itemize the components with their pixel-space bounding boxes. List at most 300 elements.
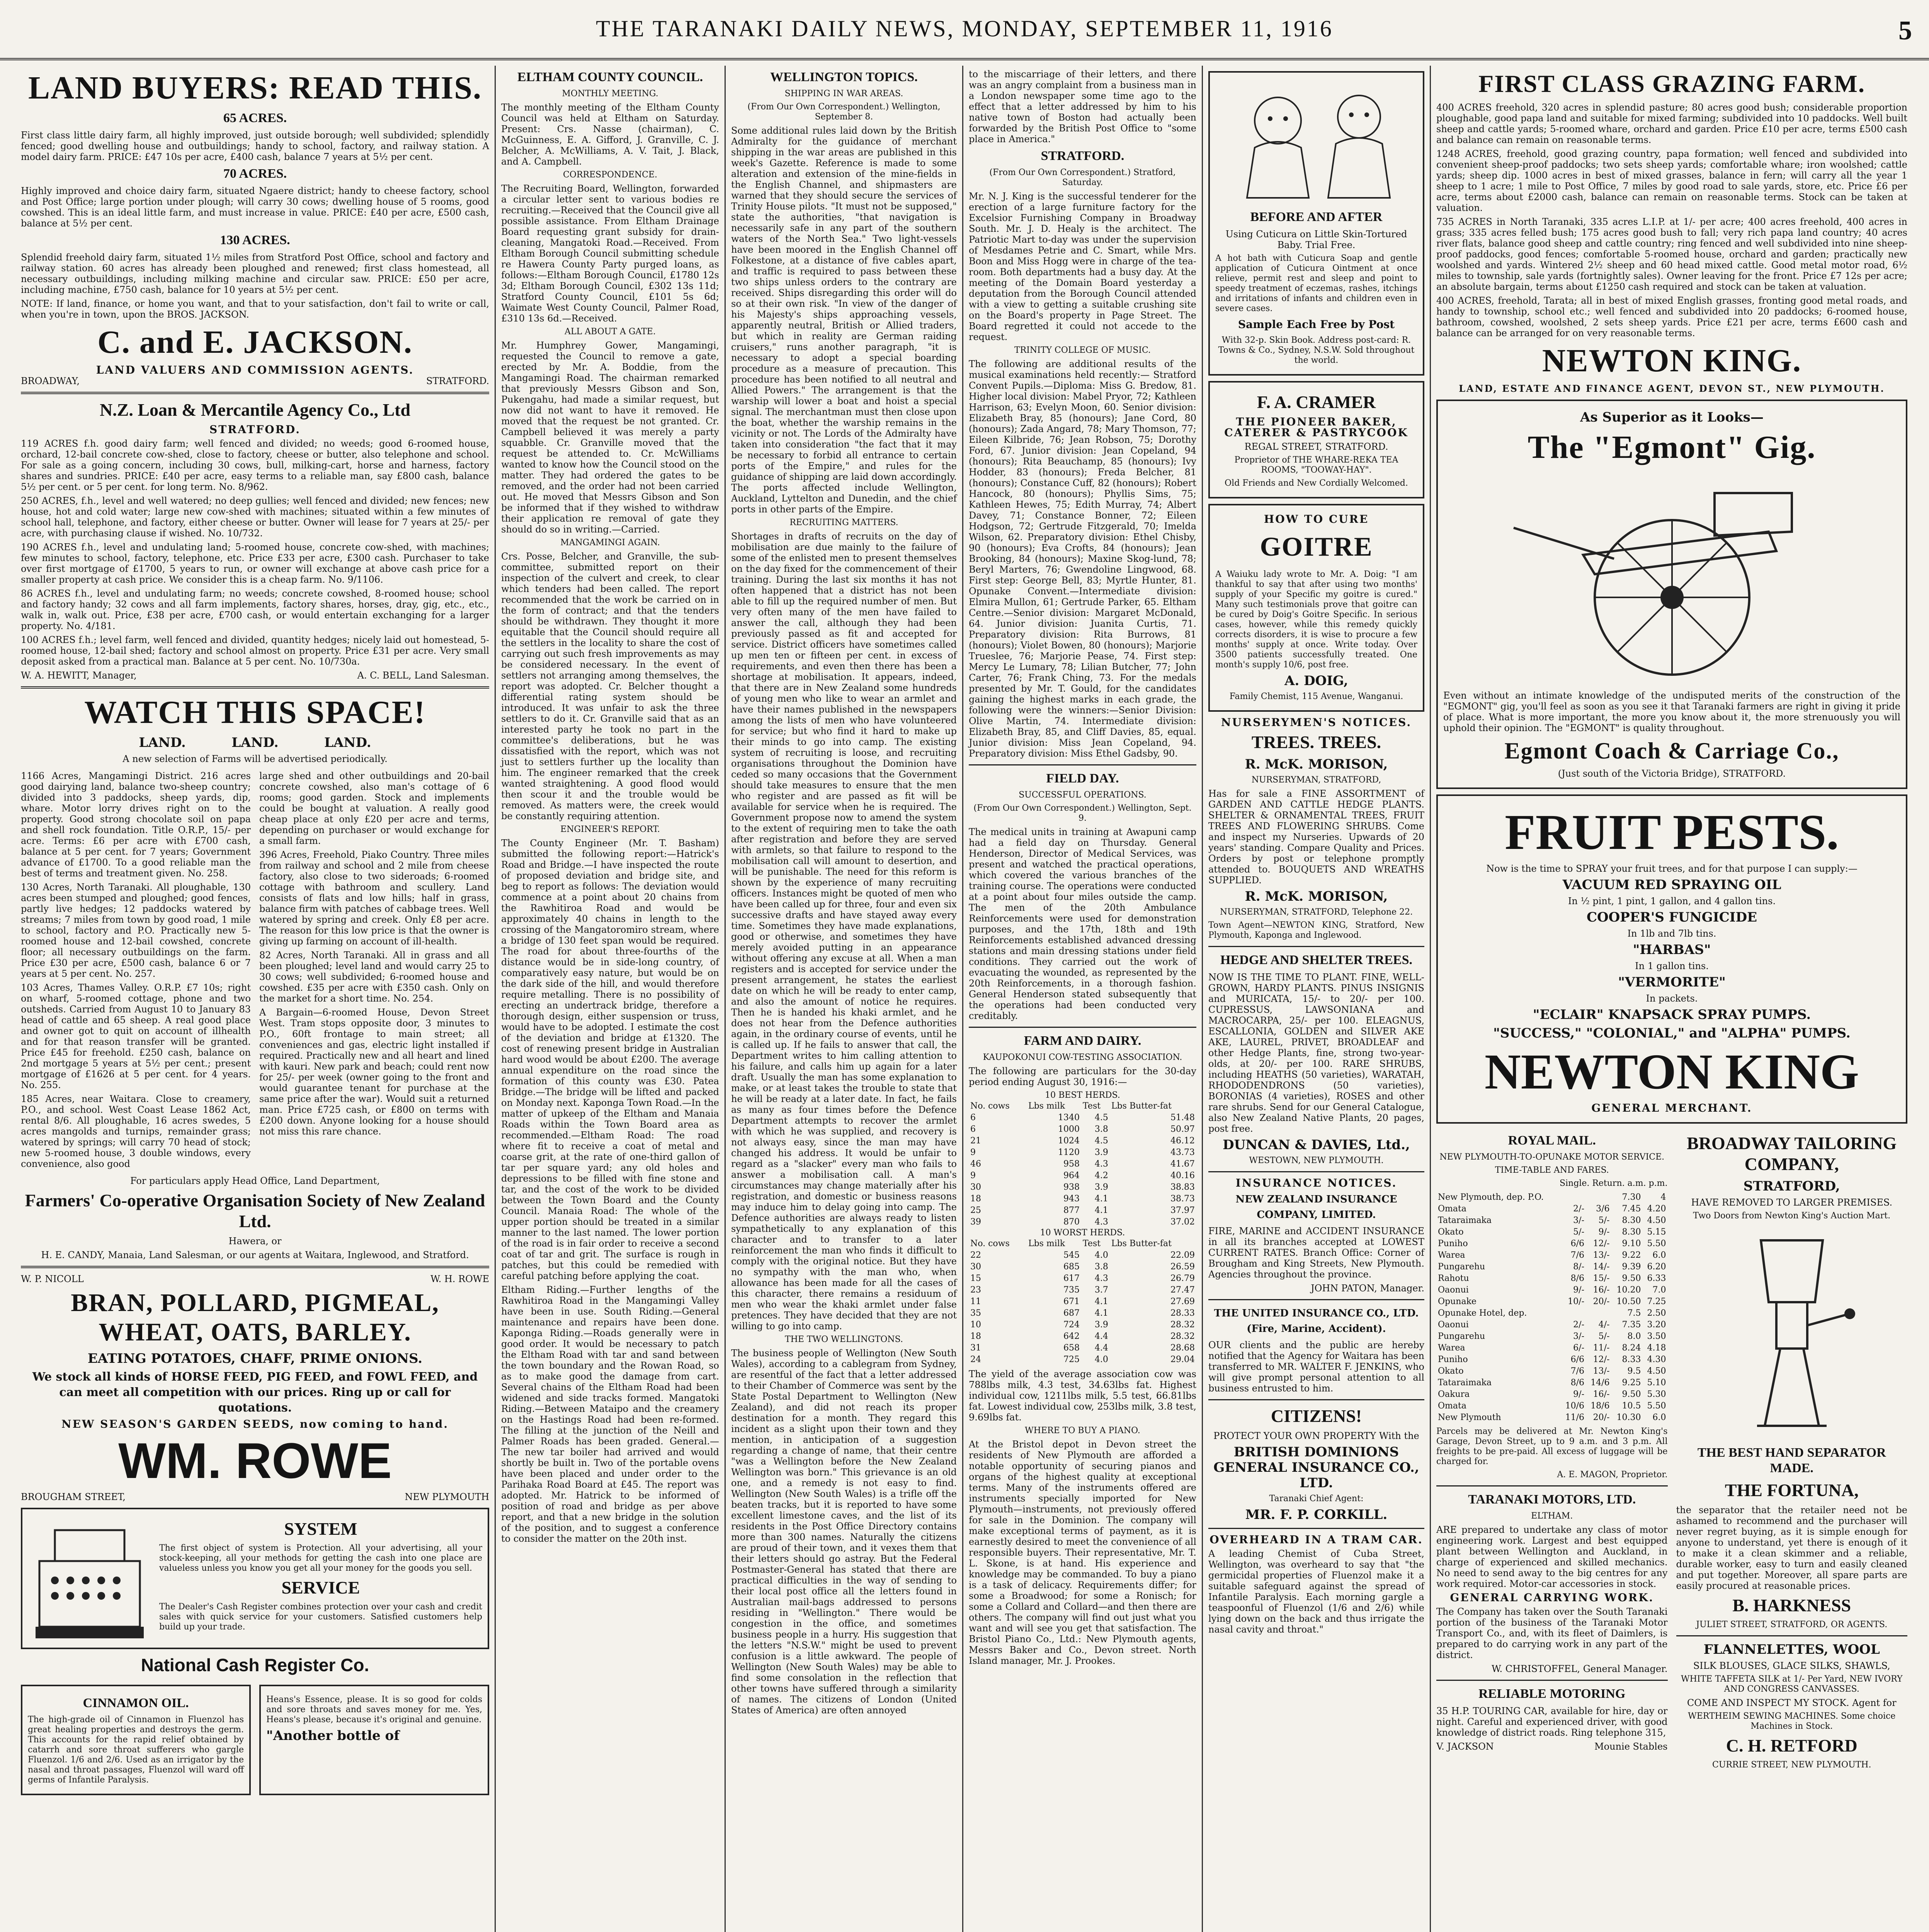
table-cell: 3.8 bbox=[1094, 1124, 1108, 1134]
heans-advert bbox=[259, 1685, 489, 1795]
table-cell: 4.3 bbox=[1094, 1274, 1108, 1283]
mangamingi-subheading: MANGAMINGI AGAIN. bbox=[560, 538, 660, 548]
table-cell: 9 bbox=[970, 1171, 976, 1180]
cinnamon-text: The high-grade oil of Cinnamon in Fluenzol has great healing properties and destroys the germ. This accounts for the rapid relief obtained by catarrh and sore throat sufferers who gargle Fluenzol. 1/6 and 2/6. Used as an irrigator by the nasal and throat passages, Fluenzol will ward off germs of Infantile Paralysis. bbox=[28, 1715, 244, 1785]
table-cell: 12/- bbox=[1593, 1355, 1610, 1364]
grazing-lot: 400 ACRES freehold, 320 acres in splendid pasture; 80 acres good bush; considerable proportion ploughable, good papa land and suitable for mixed farming; subdivided into 10 paddocks. Well built sheep and cattle yards; 5-roomed whare, orchard and garden. Price £10 per acre, terms £500 cash and balance can remain on reasonable terms. bbox=[1436, 102, 1907, 145]
table-row bbox=[1436, 1400, 1668, 1412]
article-paragraph: Crs. Posse, Belcher, and Granville, the sub-committee, submitted report on their inspection of the culvert and creek, to clear which tenders had been called. The report recommended that the work be carried on in the form of contract; and that the tenders should be withdrawn. They thought it more equitable that the Council should require all the settlers in the locality to share the cost of carrying out such fresh improvements as may be considered necessary. In the event of settlers not arranging among themselves, the report was adopted. Cr. Belcher thought a differential rating system should be introduced. It was unfair to ask the three settlers to do it. Cr. Granville said that as an interested party he took no part in the committee's deliberations, but he was dissatisfied with the report, which was not just to settlers further up the locality than him. The engineer remarked that the creek wanted straightening. A good flood would then scour it and the trouble would be removed. As matters were, the creek would be constantly requiring attention. bbox=[501, 551, 719, 821]
table-cell: 7/6 bbox=[1570, 1250, 1585, 1260]
table-cell: 4.2 bbox=[1094, 1171, 1108, 1180]
table-cell: 617 bbox=[1063, 1274, 1080, 1283]
morison-sub: NURSERYMAN, STRATFORD, bbox=[1251, 775, 1381, 785]
table-cell: 10/- bbox=[1568, 1297, 1585, 1306]
article-paragraph: At the Bristol depot in Devon street the residents of New Plymouth are afforded a notable opportunity of securing pianos and organs of the highest quality at exceptional terms. Many of the instruments offered are instruments specially imported for New Plymouth—instruments, not previously offered for sale in the Dominion. The company will make exceptional terms of payment, as it is earnestly desired to meet the convenience of all responsible buyers. Their representative, Mr. T. L. Skone, is at hand. His experience and knowledge may be commanded. To buy a piano is a task of delicacy. Requirements differ; for some a Broadwood; for some a Ronisch; for some a Collard and Collard—and then there are others. The company will find out just what you want and will see you get that satisfaction. The Bristol Piano Co., Ltd.: New Plymouth agents, Messrs Baker and Co., Devon street. North Island manager, Mr. J. Prookes. bbox=[969, 1439, 1196, 1666]
table-cell: Tataraimaka bbox=[1438, 1378, 1492, 1388]
table-cell: New Plymouth, dep. P.O. bbox=[1438, 1192, 1544, 1202]
wellington-heading: WELLINGTON TOPICS. bbox=[770, 70, 918, 84]
nz-lot: 250 ACRES, f.h., level and well watered; no deep gullies; well fenced and divided; new fences; new house, hot and cold water; large new cow-shed with machines; situated within a few minutes of school hall, telephone, and factory, either cheese or butter. Owner will lease for 7 years at 25/- per acre, with purchasing clause if wished. No. 10/732. bbox=[21, 495, 489, 539]
table-row bbox=[969, 1319, 1196, 1331]
table-cell: 3.9 bbox=[1094, 1148, 1108, 1157]
newton-sub: LAND, ESTATE AND FINANCE AGENT, DEVON ST., NEW PLYMOUTH. bbox=[1459, 383, 1885, 394]
inspect: COME AND INSPECT MY STOCK. Agent for bbox=[1687, 1697, 1897, 1708]
table-cell bbox=[1561, 1308, 1586, 1319]
egmont-advert bbox=[1436, 400, 1907, 789]
table-cell bbox=[1586, 1192, 1611, 1203]
watch-lot: large shed and other outbuildings and 20-bail concrete cowshed, also man's cottage of 6 rooms; good garden. Stock and implements could be bought at valuation. A really good cheap place at only £20 per acre and terms, depending on purchaser or would exchange for a small farm. bbox=[259, 770, 489, 846]
table-cell: 1000 bbox=[1058, 1124, 1080, 1134]
table-cell: 3/- bbox=[1573, 1216, 1585, 1225]
table-row bbox=[1436, 1342, 1668, 1354]
table-cell: 4.4 bbox=[1094, 1343, 1108, 1353]
table-cell: 642 bbox=[1063, 1332, 1080, 1341]
cinnamon-advert bbox=[21, 1685, 251, 1795]
table-cell: 20/- bbox=[1593, 1413, 1610, 1422]
byline: (From Our Own Correspondent.) Stratford, Saturday. bbox=[989, 168, 1176, 187]
article-paragraph: Mr. N. J. King is the successful tenderer for the erection of a large furniture factory for the Excelsior Furnishing Company in Broadway South. Mr. J. D. Healy is the architect. The Patriotic Mart to-day was under the supervision of Mesdames Petrie and C. Smart, while Mrs. Boon and Miss Hogg were in charge of the tea-room. Both departments had a busy day. At the meeting of the Domain Board yesterday a deputation from the Borough Council attended with a view to getting a suitable crushing site on the Board's property in Page Street. The Board regretted it could not accede to the request. bbox=[969, 191, 1196, 342]
lot-text: Splendid freehold dairy farm, situated 1½ miles from Stratford Post Office, school and factory and railway station. 60 acres has already been ploughed and renewed; first class homestead, all necessary outbuildings, including milking machine and circular saw. PRICE: £50 per acre, including machine, £750 cash, balance for 10 years at 5½ per cent. bbox=[21, 252, 489, 295]
table-row bbox=[969, 1170, 1196, 1182]
taffeta: WHITE TAFFETA SILK at 1/- Per Yard, NEW IVORY AND CONGRESS CANVASSES. bbox=[1681, 1674, 1903, 1694]
table-cell: 40.16 bbox=[1170, 1171, 1195, 1180]
egmont-superior: As Superior as it Looks— bbox=[1580, 410, 1764, 425]
goitre-advert bbox=[1208, 504, 1424, 712]
table-cell: 5/- bbox=[1573, 1227, 1585, 1237]
table-header: Lbs milk bbox=[1028, 1101, 1065, 1111]
table-cell: 9/- bbox=[1573, 1285, 1585, 1295]
table-row bbox=[969, 1296, 1196, 1308]
table-cell: 46.12 bbox=[1170, 1136, 1195, 1146]
table-header: Lbs Butter-fat bbox=[1111, 1101, 1172, 1111]
table-row bbox=[1436, 1296, 1668, 1308]
timetable-columns: Single. Return. a.m. p.m. bbox=[1559, 1179, 1668, 1188]
table-cell: 30 bbox=[970, 1262, 981, 1272]
table-cell: 4.3 bbox=[1094, 1159, 1108, 1169]
morison-name: R. McK. MORISON, bbox=[1245, 757, 1388, 772]
watch-lot: 185 Acres, near Waitara. Close to creamery, P.O., and school. West Coast Lease 1862 Act, rental 8/6. All ploughable, 16 acres swedes, 5 acres mangolds and turnips, remainder grass; watered by springs; will carry 70 head of stock; new 5-roomed house, 3 double windows, every convenience, also good bbox=[21, 1094, 251, 1169]
table-cell: 9.22 bbox=[1622, 1250, 1641, 1260]
table-cell: 3.50 bbox=[1647, 1332, 1666, 1341]
table-header-row bbox=[969, 1238, 1196, 1250]
table-row bbox=[969, 1342, 1196, 1354]
cramer-name: F. A. CRAMER bbox=[1257, 392, 1376, 412]
egmont-text: Even without an intimate knowledge of the undisputed merits of the construction of the "EGMONT" gig, you'll feel as soon as you see it that Taranaki farmers are right in giving it pride of place. What is more important, the more you know about it, the more strenuously you will uphold their opinion. The "EGMONT" is quality throughout. bbox=[1443, 690, 1900, 733]
stratford-heading: STRATFORD. bbox=[1041, 149, 1124, 163]
table-cell bbox=[1561, 1192, 1586, 1203]
table-cell: Omata bbox=[1438, 1204, 1466, 1214]
trees-heading: TREES. TREES. bbox=[1251, 732, 1381, 752]
table-cell: 30 bbox=[970, 1182, 981, 1192]
table-cell: 27.69 bbox=[1170, 1297, 1195, 1306]
table-row bbox=[969, 1261, 1196, 1273]
table-cell: 25 bbox=[970, 1206, 981, 1215]
column-4 bbox=[962, 66, 1202, 1932]
goitre-heading: GOITRE bbox=[1260, 532, 1373, 562]
table-cell: 4/- bbox=[1598, 1320, 1610, 1330]
table-cell: Oakura bbox=[1438, 1389, 1470, 1399]
another-bottle: "Another bottle of bbox=[266, 1728, 400, 1743]
harkness-name: B. HARKNESS bbox=[1732, 1595, 1851, 1615]
table-cell: 6 bbox=[970, 1113, 976, 1122]
remedy-adverts bbox=[21, 1679, 489, 1801]
table-cell: 6/- bbox=[1573, 1343, 1585, 1353]
citizens-heading: CITIZENS! bbox=[1271, 1406, 1362, 1426]
table-header: No. cows bbox=[970, 1101, 1010, 1111]
duncan-name: DUNCAN & DAVIES, Ltd., bbox=[1223, 1137, 1410, 1153]
table-cell: 4.1 bbox=[1094, 1194, 1108, 1204]
table-row bbox=[969, 1147, 1196, 1158]
watch-lot: 82 Acres, North Taranaki. All in grass and all been ploughed; level land and would carry 25 to 30 cows; well subdivided; 6-roomed house and cowshed. £35 per acre with £350 cash. Only on the market for a short time. No. 254. bbox=[259, 950, 489, 1004]
table-cell: 16/- bbox=[1593, 1285, 1610, 1295]
overheard-heading: OVERHEARD IN A TRAM CAR. bbox=[1209, 1533, 1423, 1546]
table-cell: 28.32 bbox=[1170, 1332, 1195, 1341]
field-day-subheading: SUCCESSFUL OPERATIONS. bbox=[1019, 790, 1147, 800]
motors-text: ARE prepared to undertake any class of motor engineering work. Largest and best equipped plant between Wellington and Auckland, in charge of experienced and skilled mechanics. No need to send away to the big centres for any work required. Motor-car accessories in stock. bbox=[1436, 1524, 1668, 1589]
table-cell: 35 bbox=[970, 1308, 981, 1318]
table-row bbox=[969, 1308, 1196, 1319]
table-header: Lbs milk bbox=[1028, 1239, 1065, 1248]
table-cell: 4.50 bbox=[1647, 1216, 1666, 1225]
watch-lot: 1166 Acres, Mangamingi District. 216 acres good dairying land, balance two-sheep country; divided into 3 paddocks, sheep yards, dip, whare. Motor lorry drives right on to the property. Good strong chocolate soil on papa and shell rock foundation. Title O.R.P., 15/- per acre. Terms: £6 per acre with £700 cash, balance at 5 per cent. for 7 years; Government advance of £1700. To a good reliable man the best of terms and treatment given. No. 258. bbox=[21, 770, 251, 879]
goitre-name: A. DOIG, bbox=[1284, 673, 1348, 689]
table-cell: 31 bbox=[970, 1343, 981, 1353]
vermorite-name: "VERMORITE" bbox=[1618, 975, 1726, 990]
table-cell: 4.1 bbox=[1094, 1308, 1108, 1318]
rowe-partner-left: W. P. NICOLL bbox=[21, 1274, 84, 1284]
table-row bbox=[969, 1250, 1196, 1261]
nz-signoff bbox=[21, 670, 489, 681]
nz-manager: W. A. HEWITT, Manager, bbox=[21, 670, 137, 681]
table-cell: 24 bbox=[970, 1355, 981, 1364]
table-cell: 3.20 bbox=[1647, 1320, 1666, 1330]
newton-sub-2: GENERAL MERCHANT. bbox=[1591, 1102, 1752, 1114]
table-cell: Okato bbox=[1438, 1227, 1464, 1237]
trinity-subheading: TRINITY COLLEGE OF MUSIC. bbox=[1014, 345, 1151, 355]
jackson-address bbox=[21, 376, 489, 386]
shipping-subheading: SHIPPING IN WAR AREAS. bbox=[784, 89, 903, 99]
table-row bbox=[1436, 1273, 1668, 1284]
table-header: No. cows bbox=[970, 1239, 1010, 1248]
table-cell: 4.0 bbox=[1094, 1355, 1108, 1364]
table-header: Test bbox=[1082, 1101, 1101, 1111]
kaupokonui-subheading: KAUPOKONUI COW-TESTING ASSOCIATION. bbox=[983, 1053, 1182, 1062]
worst-herds-heading: 10 WORST HERDS. bbox=[1040, 1228, 1125, 1238]
table-cell: 3.8 bbox=[1094, 1262, 1108, 1272]
table-cell: 9.25 bbox=[1622, 1378, 1641, 1388]
article-paragraph: The business people of Wellington (New South Wales), according to a cablegram from Sydney, are resentful of the fact that a letter addressed to their Chamber of Commerce was sent by the State Postal Department to Wellington (New Zealand), and did not reach its proper destination for a month. They regard this incident as a slight upon their town and they mention, in anticipation of a suggestion regarding a change of name, that their centre "was a Wellington before the New Zealand Wellington was born." This grievance is an old one, and a remedy is not easy to find. Wellington (New South Wales) is a trifle off the beaten tracks, but it is reported to have some excellent limestone caves, and the list of its residents in the Post Office Directory contains more than 300 names. Naturally the citizens are proud of their town, and it vexes them that their letters should go astray. But the Federal Postmaster-General has stated that there are practical difficulties in the way of sending to their local post office all the letters found in Australian mail-bags addressed to persons residing in "Wellington." There would be congestion in the office, and sometimes business people in a hurry. His suggestion that the letters "N.S.W." might be used to prevent confusion is a little awkward. The people of Wellington (New South Wales) may be able to find some consolation in the reflection that other towns have suffered through a similarity of names. The citizens of London (United States of America) are often annoyed bbox=[731, 1348, 957, 1716]
table-cell: Warea bbox=[1438, 1343, 1465, 1353]
table-cell: 46 bbox=[970, 1159, 981, 1169]
grazing-lot: 400 ACRES, freehold, Tarata; all in best of mixed English grasses, fronting good metal roads, and handy to township, school etc.; well fenced and subdivided into 20 paddocks; 6-roomed house, bathroom, cowshed, woolshed, 2 sets sheep yards. Price £21 per acre, terms £600 cash and balance can be arranged for on very reasonable terms. bbox=[1436, 295, 1907, 338]
table-cell: 5/- bbox=[1598, 1216, 1610, 1225]
nz-lot: 100 ACRES f.h.; level farm, well fenced and divided, quantity hedges; nicely laid out homestead, 5-roomed house, 12-bail shed; factory and school almost on property. Price £31 per acre. Very small deposit asked from a practical man. Balance at 5 per cent. No. 10/730a. bbox=[21, 634, 489, 667]
table-cell: Oaonui bbox=[1438, 1285, 1469, 1295]
article-paragraph: The yield of the average association cow was 788lbs milk, 4.3 test, 34.63lbs fat. Highest individual cow, 1211lbs milk, 5.5 test, 66.81lbs fat. Lowest individual cow, 253lbs milk, 3.8 test, 9.69lbs fat. bbox=[969, 1369, 1196, 1423]
table-cell: 7/6 bbox=[1570, 1366, 1585, 1376]
goitre-text: A Waiuku lady wrote to Mr. A. Doig: "I am thankful to say that after using two months' supply of your Specific my goitre is cured." Many such testimonials prove that goitre can be cured by Doig's Goitre Specific. In serious cases, however, while this remedy quickly corrects disorders, it is wise to procure a few months' supply at once. Write today. Over 3500 patients successfully treated. One month's supply 10/6, post free. bbox=[1215, 570, 1417, 670]
reliable-jackson: V. JACKSON bbox=[1436, 1741, 1494, 1752]
table-cell: 9 bbox=[970, 1148, 976, 1157]
watch-lot: 130 Acres, North Taranaki. All ploughable, 130 acres been stumped and ploughed; good fences, partly live hedges; 12 paddocks watered by streams; 7 miles from town by good road, 1 mile to school, factory and P.O. Practically new 5-roomed house and 12-bail cowshed, concrete floor; all necessary outbuildings on the farm. Price £30 per acre, £500 cash, balance 6 or 7 years at 5 per cent. No. 257. bbox=[21, 882, 251, 979]
byline: (From Our Own Correspondent.) Wellington, Sept. 9. bbox=[973, 803, 1192, 823]
article-paragraph: Mr. Humphrey Gower, Mangamingi, requested the Council to remove a gate, erected by Mr. A. Boddie, from the Mangamingi Road. The chairman remarked that previously Messrs Gibson and Son, Pukengahu, had made a similar request, but now did not want to have it removed. He moved that the request be not granted. Cr. Campbell believed it was merely a party squabble. Cr. Granville moved that the request be attended to. Cr. McWilliams wanted to know how the Council stood on the matter. They had ordered the gates to be removed, and the order had not been carried out. He moved that Messrs Gibson and Son be informed that if they wished to withdraw their application re removal of gate they should do so in writing.—Carried. bbox=[501, 340, 719, 535]
table-cell: 16/- bbox=[1593, 1389, 1610, 1399]
table-cell: 671 bbox=[1063, 1297, 1080, 1306]
column-2 bbox=[495, 66, 725, 1932]
table-cell: 10.50 bbox=[1616, 1297, 1641, 1306]
grazing-lot: 735 ACRES in North Taranaki, 335 acres L.I.P. at 1/- per acre; 400 acres freehold, 400 acres in grass; 335 acres felled bush; 175 acres good bush to fall; very rich papa land country; 40 acres river flats, balance good sheep and cattle country; ring fenced and well subdivided into nine sheep-proof paddocks, good fences; comfortable 5-roomed house, orchard and garden; practically new woolshed and yards. Wintered 2½ sheep and 60 head mixed cattle. Good metal motor road, 6½ miles to township, sale yards (fortnightly sales). Owner leaving for the front. Price £7 12s per acre; an absolute bargain, terms about £1250 cash required and stock can be taken at valuation. bbox=[1436, 216, 1907, 292]
eclair-pumps: "ECLAIR" KNAPSACK SPRAY PUMPS. bbox=[1533, 1007, 1811, 1022]
ncr-system-text: The first object of system is Protection. All your advertising, all your stock-keeping, all your methods for getting the cash into one place are valueless unless you know you get all your money for the goods you sell. bbox=[159, 1543, 482, 1573]
cinnamon-heading: CINNAMON OIL. bbox=[83, 1696, 189, 1710]
table-cell: 14/6 bbox=[1590, 1378, 1610, 1388]
nursery-heading: NURSERYMEN'S NOTICES. bbox=[1221, 716, 1412, 729]
citizens-text: PROTECT YOUR OWN PROPERTY With the bbox=[1213, 1430, 1419, 1441]
royal-mail-prop: A. E. MAGON, Proprietor. bbox=[1557, 1470, 1668, 1480]
egmont-heading: The "Egmont" Gig. bbox=[1528, 429, 1816, 465]
lower-adverts bbox=[1436, 1129, 1907, 1773]
best-herds-heading: 10 BEST HERDS. bbox=[1045, 1090, 1120, 1100]
nz-insurance-text: FIRE, MARINE and ACCIDENT INSURANCE in all its branches accepted at LOWEST CURRENT RATES. Branch Office: Corner of Brougham and King Streets, New Plymouth. Agencies throughout the province. bbox=[1208, 1226, 1424, 1280]
article-paragraph: The following are additional results of the musical examinations held recently:— Stratford Convent Pupils.—Diploma: Miss G. Bredow, 81. Higher local division: Mabel Pryor, 72; Kathleen Harrison, 63; Evelyn Moon, 60. Senior division: Elizabeth Bray, 85 (honours); Jane Cord, 80 (honours); Zada Angard, 78; Mary Thomson, 77; Eileen Kilbride, 76; Jean Robson, 75; Dorothy Ford, 67. Junior division: Jean Copeland, 94 (honours); Rita Beauchamp, 85 (honours); Ivy Hodder, 83 (honours); Freda Belcher, 81 (honours); Constance Cuff, 82 (honours); Robert Hancock, 80 (honours); Phyllis Sims, 75; Kathleen Hewes, 75; Edith Murray, 74; Albert Davey, 71; Constance Bonner, 72; Eileen Hodgson, 72; Gertrude Fitzgerald, 70; Imelda Wilson, 62. Preparatory division: Ethel Chisby, 90 (honours); Eva Crofts, 84 (honours); Jean Brooking, 84 (honours); Maxine Skog-lund, 78; Beryl Marters, 76; Gwendoline Lingwood, 68. First step: George Bell, 83; Myrtle Hunter, 81. Opunake Convent.—Intermediate division: Elmira Mullon, 61; Gertrude Parker, 65. Eltham Centre.—Senior division: Margaret McDonald, 64. Junior division: Juanita Curtis, 71. Preparatory division: Rita Burrows, 81 (honours); Violet Bowen, 80 (honours); Marjorie Trueslee, 76; Marjorie Pease, 74. First step: Mercy Le Lumary, 78; Lilian Butcher, 77; John Carter, 76; Frank Ching, 73. For the medals presented by Mr. T. Gould, for the candidates gaining the highest marks in each grade, the following were the winners:—Senior Division: Olive Martin, 74. Intermediate division: Elizabeth Bray, 85, and Cliff Davies, 85, equal. Junior division: Miss Jean Copeland, 94. Preparatory division: Miss Ethel Gadsby, 90. bbox=[969, 359, 1196, 759]
farmers-agent: H. E. CANDY, Manaia, Land Salesman, or our agents at Waitara, Inglewood, and Stratford. bbox=[41, 1250, 469, 1260]
article-paragraph: The County Engineer (Mr. T. Basham) submitted the following report:—Hatrick's Road and Bridge.—I have inspected the route of proposed deviation and bridge site, and beg to report as follows: The deviation would commence at a point about 20 chains from the Rawhitiroa Road and would be approximately 40 chains in length to the crossing of the Mangatoromiro stream, where a bridge of 130 feet span would be required. The road for about three-fourths of the distance would be in side-long country, of comparatively easy nature, but would be on the dark side of the hill, and would therefore require metalling. There is no possibility of erecting an undertrack bridge, therefore a thorough design, either suspension or truss, would have to be adopted. I estimate the cost of the deviation and bridge at £1320. The cost of renewing present bridge in Australian hard wood would be about £200. The average annual expenditure on the road since the formation of this county was £30. Patea Bridge.—The bridge will be lifted and packed on Monday next. Kaponga Town Road.—In the matter of upkeep of the Eltham and Manaia Roads within the Town Board area as recommended.—Eltham Road: The road where fit to receive a coat of metal and coarse grit, at the rate of one-third gallon of tar per square yard; any old holes and depressions to be filled with fine stone and tar, and the cost of the work to be divided between the Town Board and the County Council. Manaia Road: The whole of the upper portion should be treated in a similar manner to the last named. The lower portion of the road is in fair order to receive a second coat of tar and grit. The surface is rough in patches, but this could be remedied with careful patching before applying the coat. bbox=[501, 838, 719, 1281]
table-cell: 6.0 bbox=[1652, 1250, 1666, 1260]
table-cell: 13/- bbox=[1593, 1250, 1610, 1260]
jackson-sub: LAND VALUERS AND COMMISSION AGENTS. bbox=[96, 364, 414, 376]
table-cell: 13/- bbox=[1593, 1366, 1610, 1376]
table-cell: 5.10 bbox=[1647, 1378, 1666, 1388]
cramer-prop: Proprietor of THE WHARE-REKA TEA ROOMS, "TOOWAY-HAY". bbox=[1234, 455, 1398, 475]
table-cell: 8.24 bbox=[1622, 1343, 1641, 1353]
table-row bbox=[1436, 1261, 1668, 1273]
table-row bbox=[1436, 1331, 1668, 1342]
table-cell: Okato bbox=[1438, 1366, 1464, 1376]
table-cell: 5.50 bbox=[1647, 1401, 1666, 1411]
table-cell: 12/- bbox=[1593, 1239, 1610, 1248]
table-row bbox=[1436, 1238, 1668, 1250]
carrying-heading: GENERAL CARRYING WORK. bbox=[1450, 1591, 1654, 1604]
land-buyers-heading: LAND BUYERS: READ THIS. bbox=[28, 70, 482, 106]
watch-particulars: For particulars apply Head Office, Land Department, bbox=[130, 1175, 380, 1186]
table-cell: 1120 bbox=[1058, 1148, 1080, 1157]
table-cell: 9/- bbox=[1598, 1227, 1610, 1237]
watch-sub: LAND. LAND. LAND. bbox=[139, 735, 371, 750]
article-paragraph: The medical units in training at Awapuni camp had a field day on Thursday. General Henderson, Director of Medical Services, was present and watched the practical operations, which covered the various branches of the training course. The operations were conducted at a point about four miles outside the camp. The men of the 20th Ambulance Reinforcements were used for demonstration purposes, and the 17th, 18th and 19th Reinforcements established advanced dressing stations and main dressing stations under field conditions. They carried out the work of evacuating the wounded, as represented by the 20th Reinforcements, in a thorough fashion. General Henderson stated subsequently that the operations had been conducted very creditably. bbox=[969, 827, 1196, 1021]
royal-mail-note: Parcels may be delivered at Mr. Newton King's Garage, Devon Street, up to 9 a.m. and 3 p.m. All freights to be pre-paid. All excess of luggage will be charged for. bbox=[1436, 1427, 1668, 1466]
table-cell: 51.48 bbox=[1170, 1113, 1195, 1122]
land-lots bbox=[21, 111, 489, 295]
table-row bbox=[969, 1182, 1196, 1193]
table-cell: 10.20 bbox=[1616, 1285, 1641, 1295]
table-cell: 2.50 bbox=[1647, 1308, 1666, 1318]
nz-salesman: A. C. BELL, Land Salesman. bbox=[357, 670, 489, 681]
table-cell: 5.15 bbox=[1647, 1227, 1666, 1237]
article-paragraph: The Recruiting Board, Wellington, forwarded a circular letter sent to various bodies re recruiting.—Received that the Council give all possible assistance. From Eltham Drainage Board requesting grant subsidy for drain-cleaning, Mangatoki Road.—Received. From Eltham Borough Council submitting schedule re Hawera County Party purged loans, as follows:—Eltham Borough Council, £1780 12s 3d; Eltham Borough Council, £302 13s 11d; Stratford County Council, £101 5s 6d; Waimate West County Council, Palmer Road, £310 13s 6d.—Received. bbox=[501, 183, 719, 324]
cuticura-sample: Sample Each Free by Post bbox=[1238, 318, 1395, 331]
table-header: Test bbox=[1082, 1239, 1101, 1248]
newton-name: NEWTON KING. bbox=[1542, 343, 1802, 379]
table-cell: 6.0 bbox=[1652, 1413, 1666, 1422]
table-cell: 2/- bbox=[1573, 1204, 1585, 1214]
table-cell: 4.30 bbox=[1647, 1355, 1666, 1364]
table-cell: 18/6 bbox=[1590, 1401, 1610, 1411]
watch-lot: 396 Acres, Freehold, Piako Country. Three miles from railway and school and 2 mile from cheese factory, also close to two sideroads; 6-roomed cottage with bathroom and scullery. Land consists of flats and low hills; half in grass, balance firm with patches of cabbage trees. Well watered by spring and creek. Only £8 per acre. The reason for this low price is that the owner is giving up farming on account of ill-health. bbox=[259, 849, 489, 947]
table-cell: 4.50 bbox=[1647, 1366, 1666, 1376]
table-cell: 735 bbox=[1063, 1285, 1080, 1295]
table-cell: 10/6 bbox=[1565, 1401, 1585, 1411]
correspondence-subheading: CORRESPONDENCE. bbox=[563, 170, 658, 180]
table-cell: 28.68 bbox=[1170, 1343, 1195, 1353]
jackson-address-left: BROADWAY, bbox=[21, 376, 80, 386]
ncr-system: SYSTEM bbox=[284, 1519, 357, 1539]
table-cell: 545 bbox=[1063, 1250, 1080, 1260]
best-herds-table bbox=[969, 1100, 1196, 1228]
table-cell: 28.32 bbox=[1170, 1320, 1195, 1330]
lower-left bbox=[1436, 1129, 1668, 1773]
table-cell: 14/- bbox=[1593, 1262, 1610, 1272]
lot-heading: 65 ACRES. bbox=[223, 111, 287, 125]
table-cell: 4.1 bbox=[1094, 1297, 1108, 1306]
table-cell: 9.39 bbox=[1622, 1262, 1641, 1272]
timetable bbox=[1436, 1192, 1668, 1423]
table-row bbox=[1436, 1412, 1668, 1423]
table-row bbox=[969, 1273, 1196, 1284]
piano-subheading: WHERE TO BUY A PIANO. bbox=[1025, 1426, 1140, 1435]
table-cell: Pungarehu bbox=[1438, 1332, 1485, 1341]
fruit-pests-heading: FRUIT PESTS. bbox=[1505, 804, 1839, 860]
table-cell: 2/- bbox=[1573, 1320, 1585, 1330]
table-cell: 9.50 bbox=[1622, 1274, 1641, 1283]
cuticura-text: A hot bath with Cuticura Soap and gentle application of Cuticura Ointment at once relieve, permit rest and sleep and point to speedy treatment of eczemas, rashes, itchings and irritations of infants and children even in severe cases. bbox=[1215, 253, 1417, 313]
table-cell: 18 bbox=[970, 1194, 981, 1204]
table-row bbox=[1436, 1226, 1668, 1238]
table-cell: 20/- bbox=[1593, 1297, 1610, 1306]
table-cell: 39 bbox=[970, 1217, 981, 1227]
table-cell: 5.30 bbox=[1647, 1389, 1666, 1399]
article-paragraph: The following are particulars for the 30-day period ending August 30, 1916:— bbox=[969, 1066, 1196, 1087]
table-cell: Tataraimaka bbox=[1438, 1216, 1492, 1225]
timetable-title: TIME-TABLE AND FARES. bbox=[1495, 1165, 1609, 1175]
eltham-heading: ELTHAM COUNTY COUNCIL. bbox=[517, 70, 703, 84]
table-row bbox=[969, 1354, 1196, 1366]
fortuna-heading: THE FORTUNA, bbox=[1725, 1480, 1859, 1500]
bran-sub: EATING POTATOES, CHAFF, PRIME ONIONS. bbox=[87, 1351, 423, 1366]
grazing-heading: FIRST CLASS GRAZING FARM. bbox=[1478, 70, 1865, 97]
fruit-pests-advert bbox=[1436, 794, 1907, 1124]
lot-heading: 70 ACRES. bbox=[223, 167, 287, 181]
farm-dairy-heading: FARM AND DAIRY. bbox=[1024, 1034, 1141, 1048]
table-cell: 4.18 bbox=[1647, 1343, 1666, 1353]
united-name: THE UNITED INSURANCE CO., LTD. (Fire, Marine, Accident). bbox=[1214, 1308, 1419, 1335]
ncr-service: SERVICE bbox=[281, 1578, 360, 1597]
watch-lot: 103 Acres, Thames Valley. O.R.P. £7 10s; right on wharf, 5-roomed cottage, phone and two outsheds. Carried from August 10 to January 83 head of cattle and 65 sheep. A real good place and owner got to quit on account of illhealth and for that reason transfer will be granted. Price £45 for freehold. £250 cash, balance on 2nd mortgage 5 years at 5½ per cent.; present mortgage of £1626 at 5 per cent. for 4 years. No. 255. bbox=[21, 982, 251, 1090]
table-cell: 8.30 bbox=[1622, 1216, 1641, 1225]
table-cell: 3.9 bbox=[1094, 1320, 1108, 1330]
table-cell: 938 bbox=[1063, 1182, 1080, 1192]
table-row bbox=[1436, 1319, 1668, 1331]
table-cell: 5.50 bbox=[1647, 1239, 1666, 1248]
table-cell: 8/- bbox=[1573, 1262, 1585, 1272]
egmont-company: Egmont Coach & Carriage Co., bbox=[1504, 738, 1839, 764]
table-row bbox=[1436, 1308, 1668, 1319]
page-number: 5 bbox=[1898, 16, 1914, 46]
article-paragraph: Eltham Riding.—Further lengths of the Rawhitiroa Road in the Mangamingi Valley have been in use. South Riding.—General maintenance and repairs have been done. Kaponga Riding.—Roads generally were in good order. It would be necessary to patch the Eltham Road with tar and sand between the town boundary and the Rowan Road, so as to make good the damage from cart. Several chains of the Eltham Road had been widened and side tracks formed. Mangatoki Riding.—Between Mataipo and the creamery on the Hastings Road had been re-formed. The filling at the junction of the Neill and Palmer Roads has been graded. General.—The new tar boiler had arrived and would shortly be built in. Two of the portable ovens have been placed and under order to the Parihaka Road Board at £45. The report was adopted. Mr. Hatrick to be informed of position of road and bridge as per above report, and that a new bridge in the solution of the position, and to suggest a conference to consider the matter on the 20th inst. bbox=[501, 1284, 719, 1544]
ncr-service-text: The Dealer's Cash Register combines protection over your cash and credit sales with quick service for your customers. Satisfied customers help build up your trade. bbox=[159, 1602, 482, 1632]
rowe-address-right: NEW PLYMOUTH bbox=[405, 1492, 489, 1502]
blouses: SILK BLOUSES, GLACE SILKS, SHAWLS, bbox=[1693, 1660, 1890, 1671]
table-cell: Warea bbox=[1438, 1250, 1465, 1260]
corkill-name: MR. F. P. CORKILL. bbox=[1245, 1507, 1388, 1522]
table-cell: 685 bbox=[1063, 1262, 1080, 1272]
separator-heading: THE BEST HAND SEPARATOR MADE. bbox=[1697, 1446, 1886, 1475]
table-row bbox=[969, 1193, 1196, 1205]
watch-note: A new selection of Farms will be advertised periodically. bbox=[122, 753, 388, 764]
table-row bbox=[1436, 1366, 1668, 1377]
table-cell: 4.0 bbox=[1094, 1250, 1108, 1260]
newton-name-2: NEWTON KING bbox=[1484, 1044, 1859, 1100]
column-1 bbox=[15, 66, 495, 1932]
table-cell: 877 bbox=[1063, 1206, 1080, 1215]
column-3 bbox=[725, 66, 962, 1932]
table-cell: New Plymouth bbox=[1438, 1413, 1501, 1422]
baby-illustration-icon bbox=[1220, 82, 1413, 206]
table-cell: 7.35 bbox=[1622, 1320, 1641, 1330]
rowe-address-left: BROUGHAM STREET, bbox=[21, 1492, 126, 1502]
table-cell: 725 bbox=[1063, 1355, 1080, 1364]
lot-text: First class little dairy farm, all highly improved, just outside borough; well subdivided; splendidly fenced; good dwelling house and outbuildings; handy to school, factory, and railway station. A model dairy farm. PRICE: £47 10s per acre, £400 cash, balance 7 years at 5½ per cent. bbox=[21, 130, 489, 162]
british-name: BRITISH DOMINIONS GENERAL INSURANCE CO., LTD. bbox=[1213, 1444, 1419, 1491]
table-cell: 724 bbox=[1063, 1320, 1080, 1330]
byline: (From Our Own Correspondent.) Wellington, September 8. bbox=[747, 102, 941, 122]
watch-heading: WATCH THIS SPACE! bbox=[84, 694, 426, 730]
table-cell: Rahotu bbox=[1438, 1274, 1469, 1283]
cramer-old: Old Friends and New Cordially Welcomed. bbox=[1225, 478, 1408, 488]
field-day-heading: FIELD DAY. bbox=[1046, 771, 1119, 786]
table-cell: 38.73 bbox=[1170, 1194, 1195, 1204]
table-cell: 11 bbox=[970, 1297, 981, 1306]
jackson-name: C. and E. JACKSON. bbox=[97, 324, 413, 360]
royal-mail-sub: NEW PLYMOUTH-TO-OPUNAKE MOTOR SERVICE. bbox=[1439, 1152, 1665, 1162]
watch-lots bbox=[21, 767, 489, 1172]
nz-lot: 190 ACRES f.h., level and undulating land; 5-roomed house, concrete cow-shed, with machines; few minutes to school, factory, telephone, etc. Price £33 per acre, £300 cash. Purchaser to take over first mortgage of £1700, 5 years to run, or owner will exchange at above cash price for a smaller property at cash price. We consider this is a cheap farm. No. 9/1106. bbox=[21, 542, 489, 585]
table-cell: Opunake bbox=[1438, 1297, 1477, 1306]
masthead bbox=[0, 15, 1929, 60]
nz-loan-heading: N.Z. Loan & Mercantile Agency Co., Ltd bbox=[99, 400, 411, 420]
table-cell: 10.5 bbox=[1622, 1401, 1641, 1411]
gate-subheading: ALL ABOUT A GATE. bbox=[565, 327, 656, 337]
vacuum-name: VACUUM RED SPRAYING OIL bbox=[1562, 877, 1781, 893]
table-cell: 9.5 bbox=[1627, 1366, 1641, 1376]
morison-text: Has for sale a FINE ASSORTMENT of GARDEN AND CATTLE HEDGE PLANTS. SHELTER & ORNAMENTAL TREES, FRUIT TREES AND FLOWERING SHRUBS. Come and inspect my Nurseries. Upwards of 20 years' standing. Compare Quality and Prices. Orders by post or telephone promptly attended to. BOUQUETS AND WREATHS SUPPLIED. bbox=[1208, 788, 1424, 886]
lot-text: Highly improved and choice dairy farm, situated Ngaere district; handy to cheese factory, school and Post Office; large portion under plough; will carry 30 cows; dwelling house of 5 rooms, good cowshed. This is an ideal little farm, and must increase in value. PRICE: £40 per acre, £500 cash, balance at 5½ per cent. bbox=[21, 185, 489, 229]
table-cell: 7.25 bbox=[1647, 1297, 1666, 1306]
table-cell: Oaonui bbox=[1438, 1320, 1469, 1330]
two-wellingtons-subheading: THE TWO WELLINGTONS. bbox=[785, 1335, 903, 1344]
cuticura-advert bbox=[1208, 71, 1424, 376]
royal-mail-heading: ROYAL MAIL. bbox=[1508, 1133, 1596, 1148]
table-cell: 10.30 bbox=[1616, 1413, 1641, 1422]
table-cell: 3/- bbox=[1573, 1332, 1585, 1341]
farmers-town: Hawera, or bbox=[228, 1236, 282, 1247]
column-5 bbox=[1202, 66, 1430, 1932]
table-row bbox=[1436, 1203, 1668, 1215]
gig-illustration-icon bbox=[1498, 470, 1846, 686]
lot-heading: 130 ACRES. bbox=[220, 233, 290, 247]
table-cell: 15 bbox=[970, 1274, 981, 1283]
table-cell: 4.5 bbox=[1094, 1113, 1108, 1122]
success-pumps: "SUCCESS," "COLONIAL," and "ALPHA" PUMPS. bbox=[1493, 1026, 1851, 1041]
